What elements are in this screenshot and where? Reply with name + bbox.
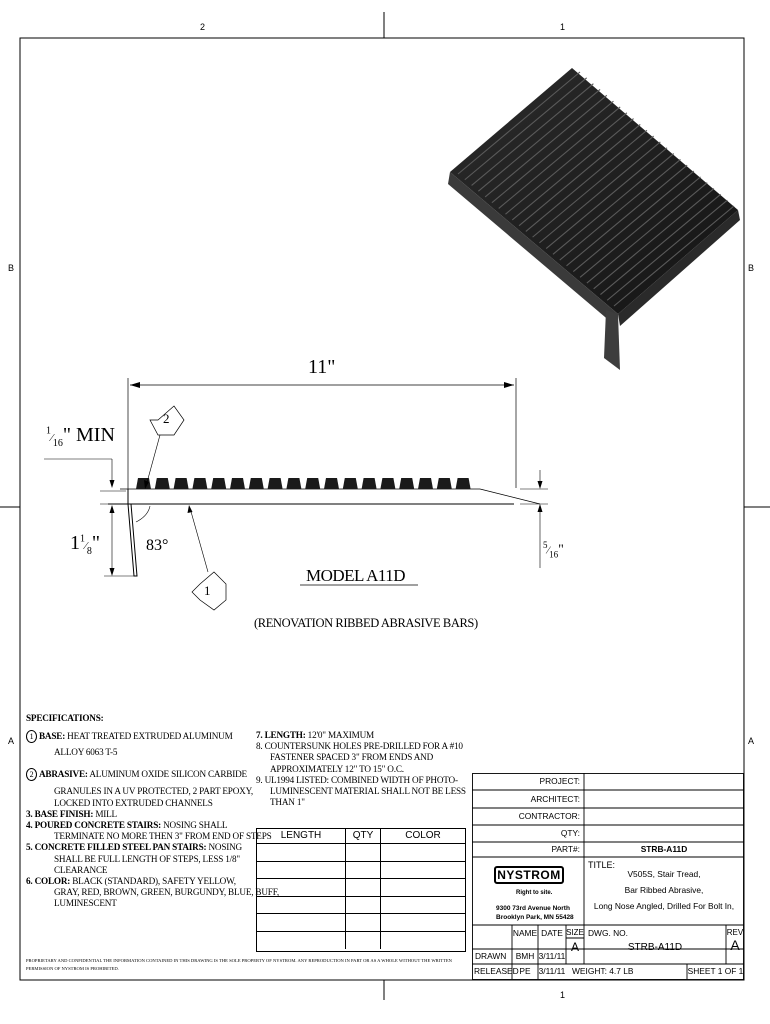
address-line-1: 9300 73rd Avenue North	[496, 905, 570, 912]
zone-right-a: A	[748, 736, 755, 746]
size-value: A	[570, 940, 579, 954]
callout-1-badge: 1	[26, 730, 37, 743]
callout-1-label: 1	[204, 583, 211, 598]
dim-min-thickness	[46, 424, 115, 449]
released-name: PE	[519, 966, 531, 976]
abrasive-bar	[286, 478, 301, 489]
stair-tread-3d-view	[440, 60, 750, 380]
spec-4-label: 4. POURED CONCRETE STAIRS:	[26, 820, 162, 831]
order-table-header	[257, 829, 465, 844]
abrasive-bar	[418, 478, 433, 489]
order-table-cell	[257, 844, 346, 861]
order-table-cell	[346, 862, 381, 879]
architect-label: ARCHITECT:	[530, 794, 580, 804]
abrasive-bar	[268, 478, 283, 489]
order-table-cell	[381, 932, 465, 950]
name-header: NAME	[512, 928, 538, 938]
spec-item-2	[26, 768, 266, 781]
address-line-2: Brooklyn Park, MN 55428	[496, 914, 574, 921]
drawn-name: BMH	[515, 951, 535, 961]
abrasive-bar	[155, 478, 170, 489]
spec-2-text2: GRANULES IN A UV PROTECTED, 2 PART EPOXY,	[54, 786, 253, 797]
abrasive-bar	[437, 478, 452, 489]
spec-6-label: 6. COLOR:	[26, 876, 71, 887]
dim-nose-whole: 1	[70, 532, 80, 554]
abrasive-bar	[211, 478, 226, 489]
weight: WEIGHT: 4.7 LB	[572, 966, 634, 976]
order-table-cell	[381, 844, 465, 861]
contractor-label: CONTRACTOR:	[518, 811, 580, 821]
model-title: MODEL A11D	[306, 566, 406, 585]
spec-heading-text: SPECIFICATIONS:	[26, 713, 104, 723]
released-date: 3/11/11	[538, 966, 566, 976]
order-table	[256, 828, 466, 952]
abrasive-bar	[343, 478, 358, 489]
spec-item-7	[256, 730, 466, 741]
spec-item-3	[26, 809, 266, 820]
header-length: LENGTH	[257, 829, 346, 843]
drawn-date: 3/11/11	[538, 951, 566, 961]
dim-min-den: 16	[52, 438, 63, 449]
abrasive-bar	[362, 478, 377, 489]
order-table-cell	[257, 879, 346, 896]
spec-3-text: MILL	[95, 808, 117, 819]
spec-3-label: 3. BASE FINISH:	[26, 808, 94, 819]
part-label: PART#:	[551, 844, 580, 854]
dim-angle: 83°	[146, 537, 169, 554]
dim-nose-height	[70, 532, 100, 557]
abrasive-bar	[305, 478, 320, 489]
nystrom-logo: NYSTROM	[494, 866, 564, 884]
spec-2-text3: LOCKED INTO EXTRUDED CHANNELS	[54, 797, 213, 808]
dim-thick-den: 16	[549, 549, 559, 560]
order-table-cell	[346, 914, 381, 931]
spec-5-label: 5. CONCRETE FILLED STEEL PAN STAIRS:	[26, 842, 207, 853]
spec-5-text2: SHALL BE FULL LENGTH OF STEPS, LESS 1/8"	[54, 853, 240, 864]
spec-5-text: NOSING	[208, 842, 242, 853]
released-label: RELEASED	[474, 966, 519, 976]
abrasive-bar	[456, 478, 471, 489]
sheet-number: SHEET 1 OF 1	[687, 966, 744, 976]
order-table-row	[257, 862, 465, 880]
dim-min-suffix: " MIN	[62, 424, 115, 446]
order-table-cell	[381, 879, 465, 896]
dim-nose-suffix: "	[91, 532, 101, 554]
order-table-row	[257, 879, 465, 897]
spec-item-9: 9. UL1994 LISTED: COMBINED WIDTH OF PHOTO-	[256, 774, 458, 785]
order-table-cell	[257, 862, 346, 879]
tagline: Right to site.	[516, 890, 553, 896]
rev-value: A	[730, 937, 740, 953]
spec-1-text: HEAT TREATED EXTRUDED ALUMINUM	[67, 731, 233, 742]
header-color: COLOR	[405, 830, 441, 841]
dim-thick-slash: ⁄	[547, 545, 550, 557]
spec-4-text: NOSING SHALL	[163, 820, 228, 831]
dim-nose-den: 8	[86, 546, 92, 557]
size-header: SIZE	[566, 928, 584, 937]
abrasive-bar	[324, 478, 339, 489]
header-qty: QTY	[346, 829, 381, 843]
dwg-no-header: DWG. NO.	[588, 928, 629, 938]
order-table-cell	[346, 844, 381, 861]
order-table-cell	[257, 897, 346, 914]
abrasive-bars-section	[136, 478, 471, 489]
spec-item-5	[26, 842, 266, 853]
proprietary-line-2: PERMISSION OF NYSTROM IS PROHIBITED.	[26, 966, 119, 971]
dim-overall-width: 11"	[308, 356, 336, 378]
dwg-no-value: STRB-A11D	[627, 942, 683, 953]
order-table-cell	[381, 914, 465, 931]
title-block	[472, 773, 744, 980]
specifications-block	[26, 713, 279, 910]
dim-min-slash: ⁄	[51, 432, 53, 444]
order-table-row	[257, 897, 465, 915]
spec-9-text2: LUMINESCENT MATERIAL SHALL NOT BE LESS	[270, 786, 466, 797]
abrasive-bar	[192, 478, 207, 489]
title-line-2: Bar Ribbed Abrasive,	[624, 885, 704, 895]
order-table-cell	[257, 932, 346, 950]
spec-8-text2: FASTENER SPACED 3" FROM ENDS AND	[270, 752, 434, 763]
zone-bottom: 1	[560, 990, 566, 1000]
project-label: PROJECT:	[539, 776, 580, 786]
spec-item-6	[26, 876, 266, 887]
abrasive-bar	[399, 478, 414, 489]
abrasive-bar	[136, 478, 151, 489]
rev-header: REV	[726, 928, 744, 937]
dim-thick-suffix: "	[558, 542, 564, 558]
spec-1-label: BASE:	[39, 731, 66, 742]
order-table-cell	[257, 914, 346, 931]
title-line-1: V505S, Stair Tread,	[627, 869, 701, 879]
title-line-3: Long Nose Angled, Drilled For Bolt In,	[593, 901, 735, 911]
spec-7-text: 12'0" MAXIMUM	[307, 730, 375, 740]
order-table-cell	[346, 932, 381, 950]
spec-5-text3: CLEARANCE	[54, 864, 108, 875]
part-value: STRB-A11D	[640, 844, 688, 854]
abrasive-bar	[249, 478, 264, 489]
drawn-label: DRAWN	[475, 951, 507, 961]
qty-label: QTY:	[560, 828, 580, 838]
spec-item-1	[26, 730, 266, 743]
specifications-block-2	[256, 730, 466, 808]
dim-thick-num: 5	[543, 540, 548, 550]
order-table-row	[257, 914, 465, 932]
spec-item-4	[26, 820, 266, 831]
spec-2-text: ALUMINUM OXIDE SILICON CARBIDE	[89, 769, 247, 780]
order-table-rows	[257, 844, 465, 949]
spec-6-text2: GRAY, RED, BROWN, GREEN, BURGUNDY, BLUE, BUFF,	[54, 887, 279, 898]
title-label: TITLE:	[588, 860, 616, 870]
zone-top-right: 1	[560, 22, 566, 32]
proprietary-notice	[26, 957, 452, 973]
callout-2-badge: 2	[26, 768, 37, 781]
abrasive-bar	[230, 478, 245, 489]
order-table-cell	[381, 897, 465, 914]
abrasive-bar	[174, 478, 189, 489]
spec-6-text: BLACK (STANDARD), SAFETY YELLOW,	[72, 876, 236, 887]
profile-drawing	[0, 340, 770, 700]
zone-top-left: 2	[200, 22, 206, 32]
date-header: DATE	[541, 928, 563, 938]
dim-thickness	[543, 540, 564, 559]
dim-nose-slash: ⁄	[85, 540, 87, 552]
order-table-cell	[346, 897, 381, 914]
order-table-row	[257, 932, 465, 950]
callout-2-label: 2	[163, 411, 170, 426]
order-table-cell	[346, 879, 381, 896]
spec-7-label: 7. LENGTH:	[256, 730, 306, 740]
zone-left-b: B	[8, 263, 15, 273]
spec-4-text2: TERMINATE NO MORE THEN 3" FROM END OF STEPS	[54, 831, 272, 842]
dim-min-num: 1	[46, 425, 51, 437]
spec-item-8: 8. COUNTERSUNK HOLES PRE-DRILLED FOR A #10	[256, 741, 463, 752]
spec-8-text3: APPROXIMATELY 12" TO 15" O.C.	[270, 763, 404, 774]
order-table-cell	[381, 862, 465, 879]
spec-9-text3: THAN 1"	[270, 797, 305, 808]
spec-6-text3: LUMINESCENT	[54, 898, 117, 909]
order-table-row	[257, 844, 465, 862]
dim-nose-num: 1	[80, 533, 85, 545]
zone-left-a: A	[8, 736, 15, 746]
zone-right-b: B	[748, 263, 755, 273]
spec-2-label: ABRASIVE:	[39, 769, 88, 780]
model-subtitle: (RENOVATION RIBBED ABRASIVE BARS)	[254, 616, 478, 630]
spec-1-text2: ALLOY 6063 T-5	[54, 747, 118, 758]
spec-heading	[26, 713, 266, 724]
proprietary-line-1: PROPRIETARY AND CONFIDENTIAL THE INFORMATION CONTAINED IN THIS DRAWING IS THE SOLE PROPERTY OF NYSTROM. ANY REPRODUCTION IN PART OR AS A WHOLE WITHOUT THE WRITTEN	[26, 958, 452, 963]
abrasive-bar	[380, 478, 395, 489]
